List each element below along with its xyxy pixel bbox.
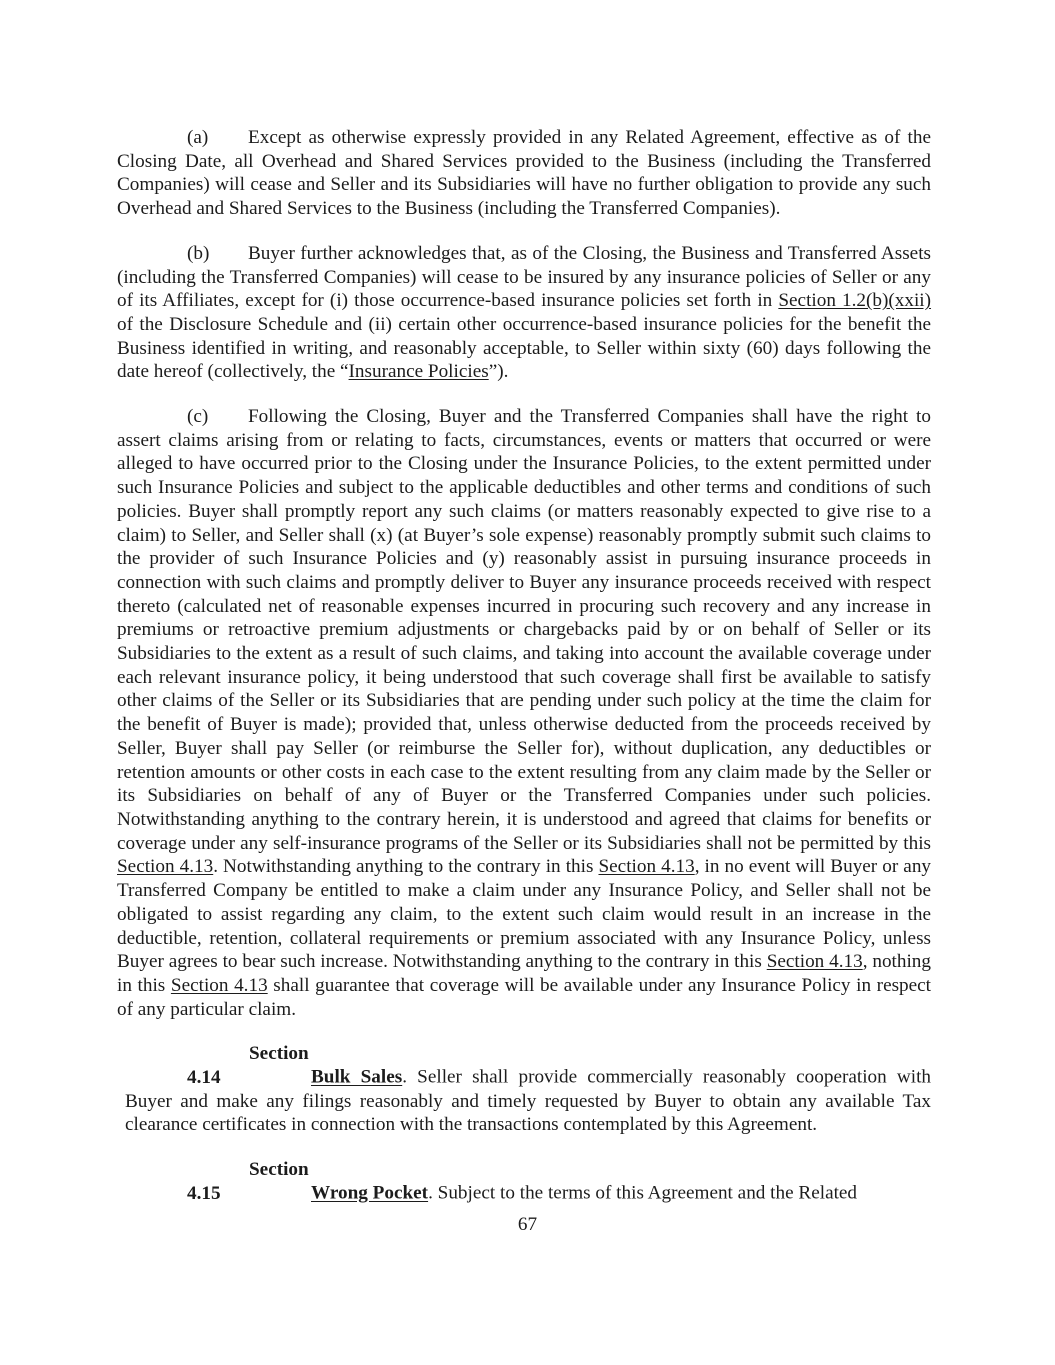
paragraph-c-text-3: , in no event will Buyer or any Transferred Company be entitled to make a claim under any Insurance Policy, and Seller shall not be obligated to assist regarding any claim, to the extent such claim would result in an increase in the deductible, retention, collateral requirements or premium associated with any Insurance Policy, unless Buyer agrees to bear such increase. Notwithstanding anything to the contrary in this — [117, 856, 932, 973]
section-1-2-reference: Section 1.2(b)(xxii) — [778, 290, 932, 312]
section-4-13-reference: Section 4.13 — [170, 974, 268, 996]
paragraph-b-label: (b) — [187, 242, 210, 264]
paragraph-b-text-1: Buyer further acknowledges that, as of the Closing, the Business and Transferred Assets (including the Transferred Companies) will cease to be insured by any insurance policies of Seller or any of its Affiliates, except for (i) those occurrence-based insurance policies set forth in — [117, 242, 931, 312]
paragraph-c-text-1: Following the Closing, Buyer and the Transferred Companies shall have the right to assert claims arising from or relating to facts, circumstances, events or matters that occurred or were alleged to have occurred prior to the Closing under the Insurance Policies, to the extent permitted under such Insurance Policies and subject to the applicable deductibles and other terms and conditions of such policies. Buyer shall promptly report any such claims (or matters reasonably expected to give rise to a claim) to Seller, and Seller shall (x) (at Buyer’s sole expense) reasonably promptly submit such claims to the provider of such Insurance Policies and (y) reasonably assist in pursuing insurance proceeds in connection with such claims and promptly deliver to Buyer any insurance proceeds received with respect thereto (calculated net of reasonable expenses incurred in procuring such recovery and any increase in premiums or retroactive premium adjustments or chargebacks paid by or on behalf of Seller or its Subsidiaries to the extent as a result of such claims, and taking into account the available coverage under each relevant insurance policy, it being understood that such coverage shall first be available to satisfy other claims of the Seller or its Subsidiaries that are pending under such policy at the time the claim for the benefit of Buyer is made); provided that, unless otherwise deducted from the proceeds received by Seller, Buyer shall pay Seller (or reimburse the Seller for), without duplication, any deductibles or retention amounts or other costs in each case to the extent resulting from any claim made by the Seller or its Subsidiaries on behalf of any of Buyer or the Transferred Companies under such policies. Notwithstanding anything to the contrary herein, it is understood and agreed that claims for benefits or coverage under any self-insurance programs of the Seller or its Subsidiaries shall not be permitted by this — [117, 406, 931, 854]
section-4-13-reference: Section 4.13 — [598, 856, 695, 878]
paragraph-b-text-3: ”). — [488, 361, 509, 383]
section-4-14-title: Bulk Sales — [311, 1067, 403, 1089]
section-4-14 — [117, 1042, 931, 1137]
paragraph-c-text-5: shall guarantee that coverage will be available under any Insurance Policy in respect of any particular claim. — [117, 974, 932, 1020]
paragraph-c-text-2: . Notwithstanding anything to the contrary in this — [213, 856, 594, 878]
paragraph-a-label: (a) — [187, 127, 209, 148]
paragraph-c-label: (c) — [187, 406, 209, 428]
section-4-15-number: Section 4.15 — [187, 1159, 309, 1204]
section-4-15-text: . Subject to the terms of this Agreement and the Related — [428, 1182, 858, 1204]
section-4-13-reference: Section 4.13 — [766, 951, 863, 973]
section-4-15-title: Wrong Pocket — [311, 1182, 429, 1204]
paragraph-b-text-2: of the Disclosure Schedule and (ii) certain other occurrence-based insurance policies for the benefit the Business identified in writing, and reasonably acceptable, to Seller within sixty (60) days following the date hereof (collectively, the “ — [117, 313, 931, 383]
paragraph-a — [117, 126, 931, 221]
paragraph-b — [117, 242, 931, 384]
paragraph-c-text-4: , nothing in this — [117, 951, 931, 996]
section-4-14-number: Section 4.14 — [187, 1043, 309, 1089]
section-4-13-reference: Section 4.13 — [117, 856, 214, 878]
document-page — [117, 126, 931, 1227]
page-number: 67 — [517, 1214, 538, 1235]
insurance-policies-defined-term: Insurance Policies — [348, 361, 489, 383]
section-4-14-text: . Seller shall provide commercially reasonably cooperation with Buyer and make any filings reasonably and timely requested by Buyer to obtain any available Tax clearance certificates in connection with the transactions contemplated by this Agreement. — [125, 1067, 931, 1136]
section-4-15 — [117, 1158, 931, 1205]
paragraph-c — [117, 405, 931, 1021]
paragraph-a-text: Except as otherwise expressly provided in any Related Agreement, effective as of the Closing Date, all Overhead and Shared Services provided to the Business (including the Transferred Companies) will cease and Seller and its Subsidiaries will have no further obligation to provide any such Overhead and Shared Services to the Business (including the Transferred Companies). — [117, 127, 931, 220]
